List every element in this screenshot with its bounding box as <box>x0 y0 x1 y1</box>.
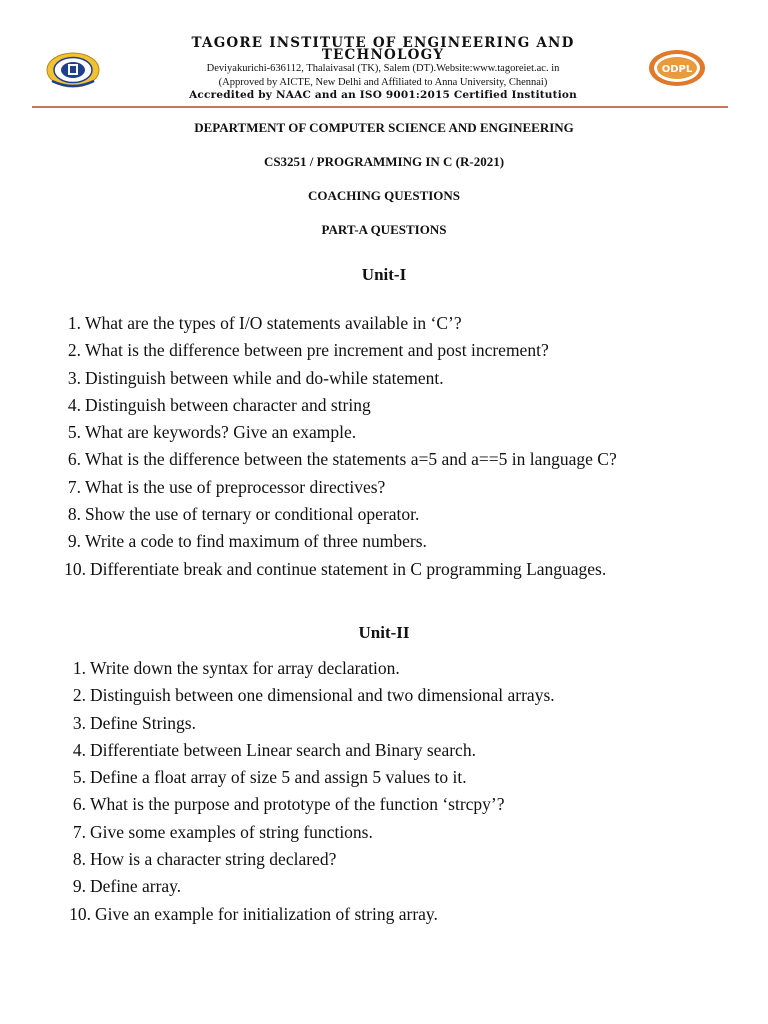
question-number: 3. <box>67 367 81 388</box>
question-item <box>0 310 768 337</box>
question-item <box>0 901 768 928</box>
question-text: Differentiate break and continue statement in C programming Languages. <box>90 558 607 579</box>
odpl-logo <box>648 49 706 87</box>
question-number: 10. <box>64 558 86 579</box>
document-title: COACHING QUESTIONS <box>307 188 461 203</box>
question-item <box>0 501 768 528</box>
institution-approval: (Approved by AICTE, New Delhi and Affiliated to Anna University, Chennai) <box>218 77 548 88</box>
institution-address: Deviyakurichi-636112, Thalaivasal (TK), Salem (DT).Website:www.tagoreiet.ac. in <box>206 63 560 74</box>
question-item <box>0 392 768 419</box>
question-item <box>0 819 768 846</box>
question-number: 8. <box>67 504 81 525</box>
question-item <box>0 710 768 737</box>
question-text: Show the use of ternary or conditional operator. <box>85 504 420 525</box>
question-number: 4. <box>72 739 86 760</box>
question-text: Define array. <box>90 876 182 897</box>
question-text: Differentiate between Linear search and Binary search. <box>90 739 476 760</box>
institution-info <box>110 37 656 102</box>
question-text: What is the difference between the statements a=5 and a==5 in language C? <box>85 449 617 470</box>
question-text: What are the types of I/O statements available in ‘C’? <box>85 313 462 333</box>
question-text: What is the use of preprocessor directives? <box>85 476 386 497</box>
question-text: What is the purpose and prototype of the function ‘strcpy’? <box>90 794 505 815</box>
question-item <box>0 556 768 583</box>
question-item <box>0 846 768 873</box>
question-number: 6. <box>72 794 86 815</box>
question-number: 4. <box>67 394 81 415</box>
question-item <box>0 873 768 900</box>
question-number: 5. <box>67 422 81 443</box>
question-text: Give an example for initialization of string array. <box>95 903 438 924</box>
question-item <box>0 528 768 555</box>
question-item <box>0 764 768 791</box>
question-item <box>0 791 768 818</box>
question-number: 1. <box>67 313 81 333</box>
question-number: 10. <box>69 903 91 924</box>
question-number: 9. <box>67 531 81 552</box>
question-text: Distinguish between character and string <box>85 394 371 415</box>
question-number: 8. <box>72 849 86 870</box>
question-number: 2. <box>72 685 86 706</box>
question-text: Distinguish between one dimensional and two dimensional arrays. <box>90 685 555 706</box>
letterhead <box>0 0 768 112</box>
institute-seal-logo <box>44 51 102 89</box>
question-item <box>0 365 768 392</box>
institution-accreditation: Accredited by NAAC and an ISO 9001:2015 Certified Institution <box>189 89 577 101</box>
question-text: Define Strings. <box>90 712 196 733</box>
institution-name: TAGORE INSTITUTE OF ENGINEERING AND <box>191 35 575 51</box>
question-number: 6. <box>67 449 81 470</box>
unit-2-question-list <box>0 655 768 928</box>
question-item <box>0 419 768 446</box>
question-number: 7. <box>72 821 86 842</box>
question-item <box>0 655 768 682</box>
unit-title: Unit-I <box>361 265 407 284</box>
question-number: 5. <box>72 767 86 788</box>
course-heading: CS3251 / PROGRAMMING IN C (R-2021) <box>263 154 505 169</box>
question-number: 3. <box>72 712 86 733</box>
question-text: Write down the syntax for array declaration. <box>90 658 400 678</box>
unit-1-question-list <box>0 310 768 583</box>
question-item <box>0 682 768 709</box>
question-item <box>0 337 768 364</box>
question-number: 2. <box>67 340 81 361</box>
question-text: Give some examples of string functions. <box>90 821 373 842</box>
question-text: Define a float array of size 5 and assign 5 values to it. <box>90 767 467 788</box>
question-item <box>0 446 768 473</box>
header-divider <box>32 106 728 108</box>
institution-name-line2: TECHNOLOGY <box>321 47 445 63</box>
question-item <box>0 474 768 501</box>
question-number: 1. <box>72 658 86 678</box>
question-text: How is a character string declared? <box>90 849 337 870</box>
question-number: 9. <box>72 876 86 897</box>
odpl-logo-text: ODPL <box>661 64 693 75</box>
question-item <box>0 737 768 764</box>
question-text: What is the difference between pre increment and post increment? <box>85 340 549 361</box>
question-text: Distinguish between while and do-while statement. <box>85 367 444 388</box>
part-heading: PART-A QUESTIONS <box>321 222 447 237</box>
question-text: What are keywords? Give an example. <box>85 422 357 443</box>
unit-title: Unit-II <box>358 623 410 642</box>
question-text: Write a code to find maximum of three numbers. <box>85 531 427 552</box>
question-number: 7. <box>67 476 81 497</box>
department-heading: DEPARTMENT OF COMPUTER SCIENCE AND ENGINEERING <box>194 120 574 135</box>
